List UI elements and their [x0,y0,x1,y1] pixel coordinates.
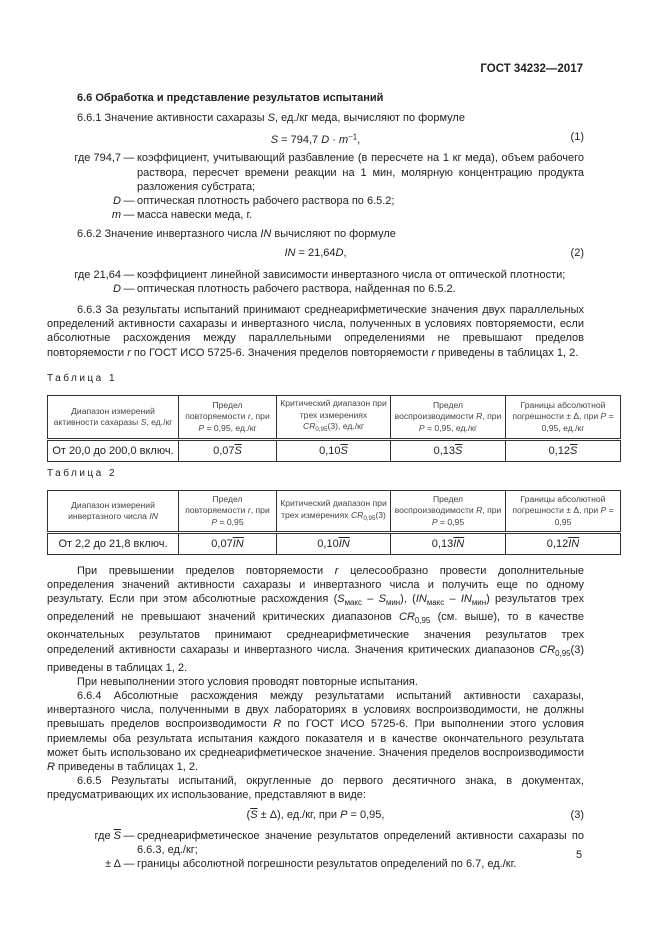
text-run: = 0,95 [217,516,244,527]
text-run: IN [284,246,296,259]
text-run: Границы абсолютной погрешности ± Δ, при [512,399,606,422]
text-run: 0,95 [555,648,571,658]
definition-item [47,829,584,857]
text-run: При превышении пределов повторяемости [77,565,335,577]
table-1-block [47,372,614,462]
table-cell [179,439,277,461]
text-run: r [334,565,339,577]
text-run: R [273,718,282,731]
text-run: Предел повторяемости [185,399,248,422]
text-run: макс [344,598,362,608]
definition-item [47,857,584,871]
text-run: R [47,760,55,773]
em-dash: — [123,282,135,295]
text-run: $\overline{IN}$ [232,538,244,551]
table-1 [47,395,621,462]
em-dash: — [123,152,135,165]
text-run: Предел воспроизводимости [394,399,477,422]
text-run: −1 [348,132,358,142]
text-run: – [444,593,461,606]
text-run: 0,95 [315,426,328,434]
text-run: Диапазон измерений активности сахаразы [53,405,155,428]
text-run: 6.6.3 За результаты испытаний принимают среднеарифметические значения двух параллельных определений активности сахаразы и инвертазного числа, полученных в условиях повторяемости, если абсолютные расхождения между параллельными определениями не превышают пределов повторяемости [47,304,584,359]
paragraph-fail [47,675,584,689]
definition-text: среднеарифметическое значение результатов определений активности сахаразы по 6.6.3, ед./кг; [137,829,584,856]
text-run: S [140,417,147,428]
formula-3 [47,808,584,823]
text-run: макс [426,598,445,608]
text-run: , при [482,505,502,516]
text-run: по ГОСТ ИСО 5725-6. Значения пределов повторяемости [130,346,432,359]
text-run: При невыполнении этого условия проводят повторные испытания. [77,675,418,688]
table-header-row [48,396,621,440]
em-dash: — [123,829,135,842]
table-cell [179,533,277,555]
column-header [277,396,391,440]
text-run: S [337,593,345,606]
table-cell [506,439,621,461]
formula-number: (3) [570,808,584,821]
text-run: , при [250,411,270,422]
text-run: Диапазон измерений инвертазного числа [68,499,155,522]
text-run: CR [350,509,364,520]
text-run: IN [415,593,427,606]
text-run: 6.6.5 Результаты испытаний, округленные до первого десятичного знака, в документах, предусматривающих их использование, представляют в виде: [47,775,584,802]
text-run: 0,07 [213,444,235,457]
table-caption: Таблица 1 [47,373,118,384]
definition-term: D [113,195,121,208]
text-run: Критический диапазон при трех измерениях [280,398,387,420]
text-run: P [198,422,205,433]
text-run: 0,12 [548,444,571,457]
text-run: ) результатов трех определений не превышают значений критических диапазонов [47,593,584,624]
text-run: m [338,133,349,146]
text-run: P [211,516,218,527]
definition-text: границы абсолютной погрешности результатов определений по 6.7, ед./кг. [137,857,517,870]
text-run: (3), ед./кг [327,421,365,432]
text-run: = 0,95, [347,808,385,821]
column-header [391,396,506,440]
section-heading: 6.6 Обработка и представление результатов испытаний [77,92,384,104]
definition-text: масса навески меда, г. [137,209,253,222]
table-2-block [47,467,614,555]
text-run: , ед./кг [146,417,173,428]
text-run: = 0,95 [554,505,614,527]
text-run: $\overline{S}$ [234,444,242,457]
text-run: приведены в таблицах 1, 2. [435,346,579,359]
text-run: 0,13 [433,444,456,457]
page-number: 5 [576,849,583,861]
column-header [277,491,391,533]
em-dash: — [123,209,135,222]
definition-item [47,282,584,296]
text-run: $\overline{IN}$ [338,538,350,551]
table-2 [47,490,621,555]
text-run: R [476,505,483,516]
text-run: CR [399,611,415,624]
text-run: = 0,95, ед./кг [204,422,257,433]
text-run: ), ( [400,593,416,606]
definition-term: где 794,7 [74,152,121,165]
text-run: ± Δ), ед./кг, при [257,808,341,821]
text-run: $\overline{IN}$ [568,538,580,551]
definition-item [47,194,584,208]
column-header [48,491,179,533]
table-cell [277,533,391,555]
text-run: $\overline{S}$ [455,444,463,457]
text-run: CR [302,421,316,432]
column-header [506,396,621,440]
text-run: 0,95 [414,616,431,626]
text-run: r [247,411,251,422]
text-run: IN [460,593,472,606]
text-run: S [378,593,386,606]
text-run: r [127,346,131,359]
text-run: · [329,133,339,146]
text-run: Предел повторяемости [185,493,248,516]
formula-2 [47,246,584,261]
text-run: 0,13 [431,538,454,551]
text-run: , при [250,505,270,516]
after-tables [47,564,584,871]
definition-item [47,208,584,222]
text-run: От 2,2 до 21,8 включ. [58,538,168,551]
text-run: S [270,133,279,146]
text-run: , при [482,411,502,422]
em-dash: — [123,195,135,208]
text-run: 6.6.4 Абсолютные расхождения между результатами испытаний активности сахаразы, инвертазного числа, полученными в двух лабораториях в условиях воспроизводимости, не должны превышать пределов воспроизводимости [47,689,584,731]
table-cell [391,439,506,461]
definition-term [47,857,121,871]
definition-term: m [111,209,121,222]
text-run: ( [246,808,251,821]
formula-1 [47,130,584,145]
em-dash: — [123,857,135,870]
text-run: S [267,112,275,125]
text-run: = 0,95, ед./кг [541,411,614,433]
table-header-row [48,491,621,533]
section-6-6 [47,91,584,360]
formula-expression [247,809,385,821]
text-run: Границы абсолютной погрешности ± Δ, при [512,493,606,516]
text-run: P [600,411,607,422]
table-cell [48,439,179,461]
text-run: (3) [375,509,386,520]
text-run: , [357,133,361,146]
column-header [506,491,621,533]
text-run: $\overline{S}$ [570,444,578,457]
text-run: = 21,64 [295,246,336,259]
definition-text: оптическая плотность рабочего раствора, найденная по 6.5.2. [137,282,456,295]
text-run: D [321,133,330,146]
definition-item [47,268,584,282]
text-run: $\overline{S}$ [113,829,121,842]
text-run: = 794,7 [278,133,322,146]
column-header [179,396,277,440]
definition-term: где 21,64 [74,268,121,281]
text-run: r [431,346,436,359]
text-run: P [340,808,348,821]
text-run: ± Δ [105,857,121,870]
text-run: (3) приведены в таблицах 1, 2. [47,643,584,674]
text-run: P [600,505,607,516]
table-cell [277,439,391,461]
text-run: Предел воспроизводимости [394,493,477,516]
text-run: IN [149,511,158,522]
text-run: $\overline{S}$ [250,808,258,821]
text-run: , ед./кг меда, вычисляют по формуле [274,112,465,125]
definitions-1 [47,151,584,222]
text-run: 0,12 [546,538,569,551]
text-run: = 0,95, ед./кг [424,422,478,433]
text-run: , [343,246,347,259]
text-run: 6.6.1 Значение активности сахаразы [77,112,268,125]
document-id: ГОСТ 34232—2017 [480,63,583,75]
column-header [391,491,506,533]
text-run: r [247,505,251,516]
text-run: 0,10 [319,444,341,457]
text-run: приведены в таблицах 1, 2. [54,760,199,773]
text-run: $\overline{IN}$ [453,538,465,551]
table-cell [391,533,506,555]
definitions-3 [47,829,584,872]
formula-number: (1) [570,131,584,144]
table-row [48,533,621,555]
text-run: мин [471,598,487,608]
table-cell [506,533,621,555]
text-run: = 0,95 [437,516,465,527]
text-run: 0,95 [363,514,376,522]
formula-number: (2) [570,246,584,259]
text-run: R [476,411,483,422]
text-run: Критический диапазон при трех измерениях [280,498,387,520]
em-dash: — [123,268,135,281]
paragraph-6-6-2 [47,227,584,241]
text-run: – [361,593,379,606]
definition-text: коэффициент, учитывающий разбавление (в пересчете на 1 кг меда), объем рабочего раствора, пересчет времени реакции на 1 мин, молярную концентрацию продукта разложения субстрата; [137,152,584,193]
text-run: 6.6.2 Значение инвертазного числа [77,228,261,241]
table-caption: Таблица 2 [47,468,118,479]
definition-term: D [113,282,121,295]
text-run: P [431,516,438,527]
definitions-2 [47,268,584,296]
definition-text: коэффициент линейной зависимости инвертазного числа от оптической плотности; [137,268,566,281]
text-run: $\overline{S}$ [340,444,348,457]
text-run: IN [260,228,272,241]
paragraph-6-6-1 [47,111,584,125]
paragraph-6-6-5 [47,774,584,802]
column-header [48,396,179,440]
text-run: 0,07 [211,538,233,551]
text-run: целесообразно провести дополнительные определения значений активности сахаразы и инвертазного числа и получить еще по одному результату. Если при этом абсолютные расхождения ( [47,565,585,606]
paragraph-6-6-3 [47,303,584,360]
table-row [48,439,621,461]
text-run: CR [539,643,556,656]
paragraph-exceed [47,564,584,675]
text-run: P [418,422,425,433]
table-cell [48,533,179,555]
definition-item [47,151,584,194]
column-header [179,491,277,533]
definition-term [47,829,121,857]
text-run: 0,10 [317,538,339,551]
text-run: От 20,0 до 200,0 включ. [52,444,174,457]
text-run: D [335,246,344,259]
text-run: по ГОСТ ИСО 5725-6. При выполнении этого условия приемлемы оба результата испытания каждого показателя и в качестве окончательного результата может быть использовано их среднеарифметическое значение. Значения пределов воспроизводимости [47,718,585,759]
formula-expression [284,247,346,259]
text-run: мин [385,598,401,608]
text-run: (см. выше), то в качестве окончательных результатов принимают среднеарифметические значения результатов трех определений активности сахаразы и инвертазного числа. Значения критических диапазонов [47,611,584,656]
paragraph-6-6-4 [47,689,584,774]
formula-expression [271,134,360,146]
definition-text: оптическая плотность рабочего раствора по 6.5.2; [137,195,395,208]
text-run: где [94,829,114,842]
text-run: вычисляют по формуле [271,228,396,241]
